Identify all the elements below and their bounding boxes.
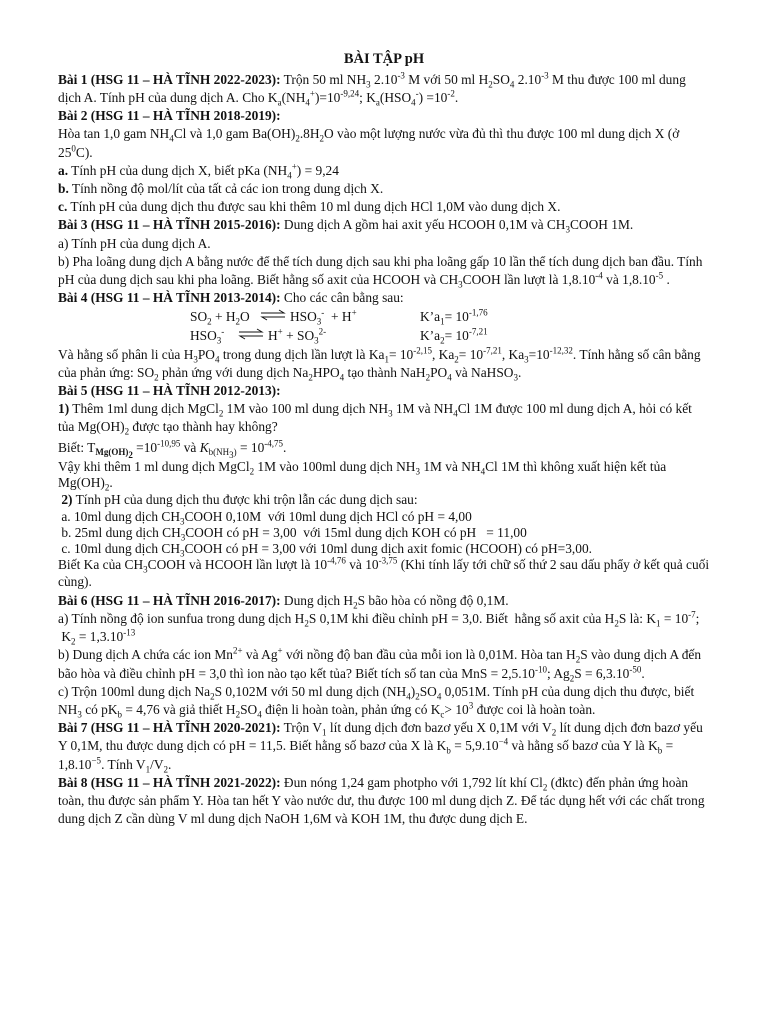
bai5-q2: 2) Tính pH của dung dịch thu được khi trộn lẫn các dung dịch sau:: [61, 492, 418, 508]
bai2-heading: Bài 2 (HSG 11 – HÀ TĨNH 2018-2019):: [58, 108, 281, 124]
bai3-heading: Bài 3 (HSG 11 – HÀ TĨNH 2015-2016): Dung dịch A gồm hai axit yếu HCOOH 0,1M và $CH_3COOH$ 1M.: [58, 217, 634, 236]
eq1-arrow-icon: [260, 308, 290, 326]
equilibrium-1: [58, 308, 710, 327]
bai6-heading: Bài 6 (HSG 11 – HÀ TĨNH 2016-2017): Dung dịch $H_2S$ bão hòa có nồng độ 0,1M.: [58, 592, 509, 611]
eq2-left: $HSO_3^-$: [190, 326, 225, 346]
bai5-heading: Bài 5 (HSG 11 – HÀ TĨNH 2012-2013):: [58, 383, 281, 398]
bai6-b: b) Dung dịch A chứa các ion $Mn^{2+}$ và Ag+ với nồng độ ban đầu của mỗi ion là 0,01M. Hòa $\tan H_2S$ vào dung dịch A đến bão hòa và điều chỉnh pH = 3,0 thì ion nào tạo kết tủa? Biết tích số tan của MnS = $2,5.10^{-10}$; $Ag_2S = 6,3.10^{-50}$.: [58, 645, 702, 684]
bai4-heading: Bài 4 (HSG 11 – HÀ TĨNH 2013-2014): Cho các cân bằng sau:: [58, 290, 404, 306]
eq2-right: $H^+ + SO_3^{2-}$: [268, 326, 327, 346]
eq1-left: $SO_2 + H_2O$: [190, 308, 250, 327]
eq2-k: $K’a_2= 10^{-7,21}$: [420, 326, 488, 346]
bai5-conclusion: Vậy khi thêm 1 ml dung dịch MgCl$_2$ 1M vào 100ml dung dịch $NH_3$ 1M và $NH_4Cl$ 1M thì không xuất hiện kết tủa $Mg(OH)_2$.: [58, 458, 667, 493]
eq1-k: $K’a_1= 10^{-1,76}$: [420, 307, 488, 327]
bai7-text: Bài 7 (HSG 11 – HÀ TĨNH 2020-2021): Trộn $V_1$ lít dung dịch đơn bazơ yếu X 0,1M với $V_2$ lít dung dịch đơn bazơ yếu Y 0,1M, thu được dung dịch có pH = 11,5. Biết hằng số bazơ của X là $K_b = 5,9.10^{-4}$ và hằng số bazơ của Y là $K_b = 1,8.10^{-5}$. Tính $V_1/V_2$.: [58, 720, 703, 775]
eq2-arrow-icon: [238, 327, 268, 345]
doc-body: [58, 71, 710, 829]
bai5-q2c: c. 10ml dung dịch $CH_3COOH$ có pH = 3,00 với 10ml dung dịch axit fomic (HCOOH) có pH=3,00.: [58, 541, 592, 560]
bai8-text: Bài 8 (HSG 11 – HÀ TĨNH 2021-2022): Đun nóng 1,24 gam photpho với 1,792 lít khí $Cl_2$ (đktc) đến phản ứng hoàn toàn, thu được sản phẩm Y. Hòa tan hết Y vào nước dư, thu được 100 ml dung dịch Z. Để tác dụng hết với các chất trong dung dịch Z cần dùng V ml dung dịch NaOH 1,6M và KOH 1M, thu được dung dịch E.: [58, 774, 705, 827]
bai2-a: a. Tính pH của dung dịch X, biết pKa $(NH_4^+) = 9,24$: [58, 161, 339, 181]
bai6-a: a) Tính nồng độ ion sunfua trong dung dịch $H_2S$ 0,1M khi điều chỉnh pH = 3,0. Biết hằng số axit của $H_2S$ là: $K_1 = 10^{-7}$; $K_2 = 1,3.10^{-13}$: [58, 609, 700, 647]
bai3-b: b) Pha loãng dung dịch A bằng nước để thể tích dung dịch sau khi pha loãng gấp 10 lần thể tích dung dịch ban đầu. Tính pH của dung dịch sau khi pha loãng. Biết hằng số axit của HCOOH và $CH_3COOH$ lần lượt là $1,8.10^{-4}$ và $1,8.10^{-5}$ .: [58, 253, 703, 290]
bai5-ka: Biết Ka của $CH_3COOH$ và HCOOH lần lượt là $10^{-4,76}$ và $10^{-3,75}$ (Khi tính lấy tới chữ số thứ 2 sau dấu phẩy ở kết quả cuối cùng).: [58, 556, 710, 589]
equilibrium-2: [58, 327, 710, 346]
bai6-c: c) Trộn 100ml dung dịch $Na_2S$ 0,102M với 50 ml dung dịch $(NH_4)_2SO_4$ 0,051M. Tính pH của dung dịch thu được, biết $NH_3$ có $pK_b = 4,76$ và giả thiết $H_2SO_4$ điện li hoàn toàn, phản ứng có $K_c> 10^3$ được coi là hoàn toàn.: [58, 683, 695, 720]
document-title: BÀI TẬP pH: [343, 51, 425, 67]
bai5-q1: 1) Thêm 1ml dung dịch MgCl$_2$ 1M vào 100 ml dung dịch $NH_3$ 1M và $NH_4Cl$ 1M được 100 ml dung dịch A, hỏi có kết tủa $Mg(OH)_2$ được tạo thành hay không?: [58, 401, 692, 438]
bai4-text: Và hằng số phân li của $H_3PO_4$ trong dung dịch lần lượt là $Ka_1= 10^{-2,15}$, $Ka_2= 10^{-7,21}$, $Ka_3=10^{-12,32}$. Tính hằng số cân bằng của phản ứng: $SO_2$ phản ứng với dung dịch $Na_2HPO_4$ tạo thành $NaH_2PO_4$ và NaHSO$_3$.: [58, 345, 701, 383]
eq1-right: $HSO_3^- + H^+$: [290, 307, 357, 327]
bai3-a: a) Tính pH của dung dịch A.: [58, 235, 211, 251]
bai2-b: b. Tính nồng độ mol/lít của tất cả các ion trong dung dịch X.: [58, 181, 384, 197]
bai2-c: c. Tính pH của dung dịch thu được sau khi thêm 10 ml dung dịch HCl 1,0M vào dung dịch X.: [58, 199, 561, 215]
bai5-q2b: b. 25ml dung dịch $CH_3COOH$ có pH = 3,00 với 15ml dung dịch KOH có pH = 11,00: [58, 525, 527, 543]
bai5-given: Biết: $T_{Mg(OH)_2} =10^{-10,95}$ và $K_{b(NH_3)} = 10^{-4,75}$.: [58, 438, 287, 461]
bai2-intro: Hòa tan 1,0 gam $NH_4Cl$ và 1,0 gam $Ba(OH)_2.8H_2O$ vào một lượng nước vừa đủ thì thu được 100 ml dung dịch X (ở $25^0C$).: [58, 126, 680, 160]
bai1-text: Bài 1 (HSG 11 – HÀ TĨNH 2022-2023): Trộn 50 ml $NH_3$ $2.10^{-3}$ M với 50 ml $H_2SO_4$ $2.10^{-3}$ M thu được 100 ml dung dịch A. Tính pH của dung dịch A. Cho $K_a(NH_4^+)=10^{-9,24}$; $K_a(HSO_4^-) =10^{-2}$.: [58, 70, 686, 108]
bai5-q2a: a. 10ml dung dịch $CH_3COOH$ 0,10M với 10ml dung dịch HCl có pH = 4,00: [58, 509, 472, 527]
